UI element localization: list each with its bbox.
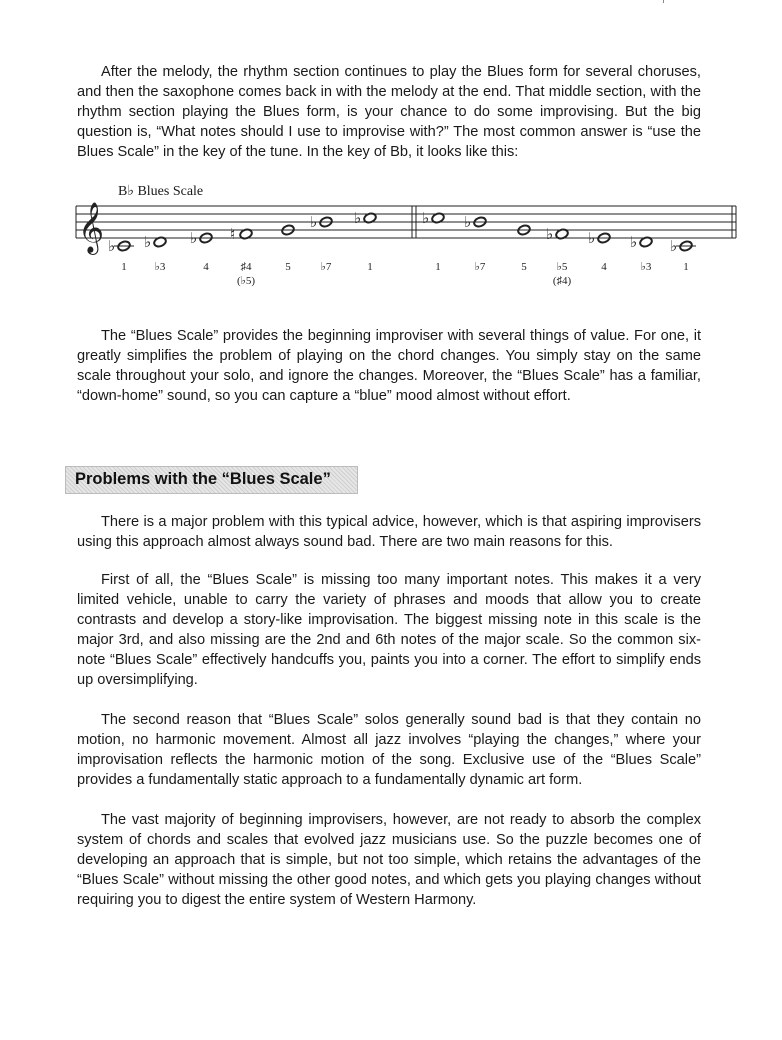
paragraph-conclusion: The vast majority of beginning improvisers, however, are not ready to absorb the complex system of chords and scales that evolved jazz musicians use. So the puzzle becomes one of developing an approach that is simple, but not too simple, which retains the advantages of the “Blues Scale” without missing the other good notes, and which gets you playing changes without requiring you to digest the entire system of Western Harmony.	[77, 812, 701, 908]
scale-title: B♭ Blues Scale	[118, 184, 204, 199]
music-staff	[70, 196, 742, 296]
degree-label: 5	[521, 261, 527, 273]
accidental-icon: ♭	[546, 225, 554, 243]
accidental-icon: ♭	[354, 209, 362, 227]
degree-label: 1	[121, 261, 127, 273]
accidental-icon: ♭	[464, 213, 472, 231]
degree-label: 5	[285, 261, 291, 273]
accidental-icon: ♭	[588, 229, 596, 247]
accidental-icon: ♭	[108, 237, 116, 255]
degree-label: ♯4	[240, 261, 252, 273]
degree-alt-label: (♯4)	[552, 275, 572, 287]
paragraph-first-reason: First of all, the “Blues Scale” is missing too many important notes. This makes it a very limited vehicle, unable to carry the variety of phrases and moods that allow you to create contrasts and develop a story-like improvisation. The biggest missing note in this scale is the major 3rd, and also missing are the 2nd and 6th notes of the major scale. So the common six-note “Blues Scale” effectively handcuffs you, paints you into a corner. The effort to simplify ends up oversimplifying.	[77, 572, 701, 688]
page-corner-mark	[663, 0, 664, 3]
degree-label: ♭5	[556, 261, 568, 273]
section-heading-box	[65, 466, 358, 494]
paragraph-problem: There is a major problem with this typical advice, however, which is that aspiring improvisers using this approach almost always sound bad. There are two main reasons for this.	[77, 514, 701, 550]
degree-label: 4	[203, 261, 209, 273]
accidental-icon: ♭	[670, 237, 678, 255]
degree-label: 1	[367, 261, 373, 273]
paragraph-second-reason: The second reason that “Blues Scale” solos generally sound bad is that they contain no motion, no harmonic movement. Almost all jazz involves “playing the changes,” where your improvisation reflects the harmonic motion of the song. Exclusive use of the “Blues Scale” provides a fundamentally static approach to a fundamentally dynamic art form.	[77, 712, 701, 788]
accidental-icon: ♭	[190, 229, 198, 247]
paragraph-value: The “Blues Scale” provides the beginning improviser with several things of value. For one, it greatly simplifies the problem of playing on the chord changes. You simply stay on the same scale throughout your solo, and ignore the changes. Moreover, the “Blues Scale” has a familiar, “down-home” sound, so you can capture a “blue” mood almost without effort.	[77, 328, 701, 404]
degree-label: 1	[435, 261, 441, 273]
degree-label: ♭7	[474, 261, 486, 273]
degree-label: 1	[683, 261, 689, 273]
paragraph-intro: After the melody, the rhythm section continues to play the Blues form for several choruses, and then the saxophone comes back in with the melody at the end. That middle section, with the rhythm section playing the Blues form, is your chance to do some improvising. But the big question is, “What notes should I use to improvise with?” The most common answer is “use the Blues Scale” in the key of the tune. In the key of Bb, it looks like this:	[77, 64, 701, 160]
accidental-icon: ♭	[144, 233, 152, 251]
accidental-icon: ♭	[630, 233, 638, 251]
accidental-icon: ♭	[310, 213, 318, 231]
degree-label: ♭3	[154, 261, 166, 273]
accidental-icon: ♮	[230, 225, 236, 243]
treble-clef-icon: 𝄞	[78, 202, 105, 253]
section-heading: Problems with the “Blues Scale”	[75, 470, 331, 488]
degree-label: ♭3	[640, 261, 652, 273]
degree-alt-label: (♭5)	[236, 275, 256, 287]
degree-label: 4	[601, 261, 607, 273]
degree-label: ♭7	[320, 261, 332, 273]
accidental-icon: ♭	[422, 209, 430, 227]
